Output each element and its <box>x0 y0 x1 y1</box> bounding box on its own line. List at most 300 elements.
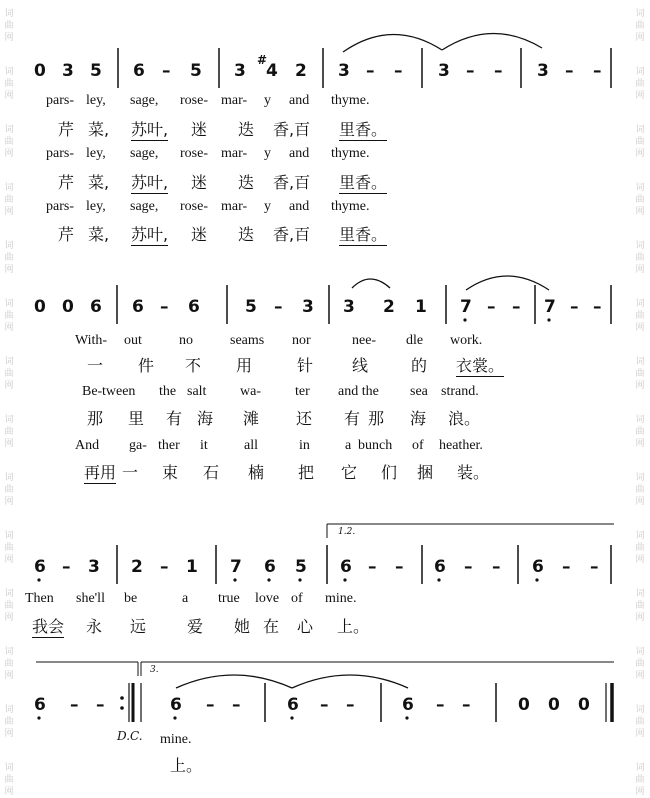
note: 0 <box>62 297 74 317</box>
dash: – <box>70 695 79 715</box>
watermark-glyph: 曲 <box>635 485 645 495</box>
lyric-en: work. <box>450 333 483 348</box>
watermark-glyph: 曲 <box>635 21 645 31</box>
watermark-glyph: 网 <box>635 497 645 507</box>
lyric-en: y <box>264 93 271 108</box>
note: 3 <box>62 61 74 81</box>
lower-octave-dot <box>535 578 538 581</box>
watermark-glyph: 词 <box>4 67 14 77</box>
dash: – <box>320 695 329 715</box>
lyric-en: be <box>124 591 138 606</box>
lyric-en: no <box>179 333 193 348</box>
dash: – <box>162 61 171 81</box>
lyric-zh: 菜, <box>88 173 110 192</box>
dash: – <box>590 557 599 577</box>
watermark-glyph: 曲 <box>635 601 645 611</box>
lyric-zh: 芹 <box>58 225 75 244</box>
lyric-zh: 里 <box>128 409 145 428</box>
lower-octave-dot <box>298 578 301 581</box>
lyric-zh: 不 <box>185 356 202 375</box>
lyric-zh: 迷 <box>191 173 208 192</box>
lyric-zh: 香,百 <box>273 120 311 139</box>
lyric-en: With- <box>75 333 108 348</box>
lyric-en: in <box>299 438 310 453</box>
lyric-en: nor <box>292 333 311 348</box>
watermark-glyph: 曲 <box>4 79 14 89</box>
dash: – <box>62 557 71 577</box>
lyric-zh: 石 <box>203 463 220 482</box>
watermark-glyph: 词 <box>4 241 14 251</box>
lyric-zh: 香,百 <box>273 173 311 192</box>
lyric-en: of <box>291 591 303 606</box>
watermark-glyph: 曲 <box>635 195 645 205</box>
lyric-en: thyme. <box>331 146 370 161</box>
lyric-zh: 爱 <box>187 617 204 636</box>
lyric-zh: 线 <box>352 356 369 375</box>
watermark-glyph: 网 <box>635 613 645 623</box>
lyric-en: tween <box>102 384 136 399</box>
lyric-zh: 海 <box>197 409 214 428</box>
dash: – <box>466 61 475 81</box>
lyric-zh: 浪。 <box>448 409 481 428</box>
note: 3 <box>302 297 314 317</box>
lower-octave-dot <box>267 578 270 581</box>
watermark-glyph: 曲 <box>635 369 645 379</box>
lyric-zh: 海 <box>410 409 427 428</box>
watermark-glyph: 网 <box>4 729 14 739</box>
dash: – <box>562 557 571 577</box>
slur-arc <box>352 279 390 288</box>
lyric-zh: 芹 <box>58 173 75 192</box>
lyric-en: of <box>412 438 424 453</box>
dash: – <box>160 557 169 577</box>
watermark-glyph: 词 <box>635 183 645 193</box>
lyric-zh: 们 <box>381 463 398 482</box>
dash: – <box>395 557 404 577</box>
da-capo-mark: D.C. <box>117 729 143 743</box>
watermark-glyph: 词 <box>4 473 14 483</box>
watermark-glyph: 网 <box>635 555 645 565</box>
note: 6 <box>340 557 352 577</box>
lyric-zh: 捆 <box>417 463 434 482</box>
watermark-glyph: 网 <box>635 33 645 43</box>
watermark-glyph: 词 <box>4 531 14 541</box>
lyric-zh: 我会 <box>32 614 64 638</box>
lyric-en: sage, <box>130 146 159 161</box>
watermark-glyph: 曲 <box>4 21 14 31</box>
lyric-zh: 迭 <box>238 120 255 139</box>
watermark-glyph: 网 <box>4 207 14 217</box>
note: 1 <box>186 557 198 577</box>
dash: – <box>492 557 501 577</box>
dash: – <box>160 297 169 317</box>
watermark-glyph: 词 <box>4 125 14 135</box>
watermark-glyph: 词 <box>635 763 645 773</box>
dash: – <box>464 557 473 577</box>
note: 3 <box>343 297 355 317</box>
lyric-en: a <box>182 591 189 606</box>
watermark-glyph: 词 <box>635 415 645 425</box>
tie-arc <box>343 34 442 52</box>
note: 0 <box>34 297 46 317</box>
lyric-en: and <box>289 146 310 161</box>
note: 7 <box>230 557 242 577</box>
lyric-zh: 上。 <box>337 617 370 636</box>
watermark-glyph: 曲 <box>4 195 14 205</box>
note: 0 <box>518 695 530 715</box>
watermark-glyph: 曲 <box>635 137 645 147</box>
lyric-zh: 迭 <box>238 225 255 244</box>
lyric-zh: 永 <box>86 617 103 636</box>
lyric-zh: 里香。 <box>339 170 387 194</box>
lyric-en: and the <box>338 384 379 399</box>
lyric-en: rose- <box>180 146 208 161</box>
lyric-zh: 有 <box>344 409 361 428</box>
repeat-dot <box>120 706 124 710</box>
watermark-glyph: 曲 <box>4 253 14 263</box>
watermark-glyph: 词 <box>635 357 645 367</box>
lyric-en: out <box>124 333 142 348</box>
lyric-zh: 里香。 <box>339 222 387 246</box>
note: 3 <box>338 61 350 81</box>
watermark-glyph: 网 <box>4 439 14 449</box>
lower-octave-dot <box>233 578 236 581</box>
lyric-zh: 苏叶, <box>131 170 168 194</box>
lyric-zh: 束 <box>162 463 179 482</box>
lyric-en: the <box>159 384 177 399</box>
note: 6 <box>90 297 102 317</box>
note: 6 <box>188 297 200 317</box>
dash: – <box>593 61 602 81</box>
lyric-zh: 有 <box>166 409 183 428</box>
system-2-notation <box>34 276 611 324</box>
note: 6 <box>133 61 145 81</box>
dash: – <box>512 297 521 317</box>
lyric-en: pars- <box>46 93 74 108</box>
watermark-glyph: 词 <box>4 763 14 773</box>
watermark-glyph: 词 <box>4 415 14 425</box>
lyric-en: sage, <box>130 93 159 108</box>
lyric-zh: 苏叶, <box>131 222 168 246</box>
lyric-zh: 迷 <box>191 120 208 139</box>
watermark-glyph: 曲 <box>4 543 14 553</box>
lower-octave-dot <box>463 318 466 321</box>
dash: – <box>487 297 496 317</box>
lyric-zh: 远 <box>130 617 147 636</box>
lyric-en: rose- <box>180 93 208 108</box>
lyric-en: dle <box>406 333 424 348</box>
lyric-en: seams <box>230 333 265 348</box>
lyric-zh: 迭 <box>238 173 255 192</box>
lyric-zh: 一 <box>87 356 104 375</box>
lyric-en: heather. <box>439 438 483 453</box>
note: 2 <box>131 557 143 577</box>
lyric-en: mar- <box>221 146 248 161</box>
watermark-glyph: 曲 <box>4 427 14 437</box>
lower-octave-dot <box>405 716 408 719</box>
lower-octave-dot <box>37 716 40 719</box>
note: 6 <box>170 695 182 715</box>
lyric-zh: 心 <box>297 617 314 636</box>
lyric-en: y <box>264 199 271 214</box>
note: 7 <box>544 297 556 317</box>
lower-octave-dot <box>437 578 440 581</box>
watermark-glyph: 词 <box>4 705 14 715</box>
note: 5 <box>295 557 307 577</box>
lower-octave-dot <box>173 716 176 719</box>
watermark-glyph: 曲 <box>4 311 14 321</box>
watermark-glyph: 曲 <box>635 775 645 785</box>
note: 6 <box>264 557 276 577</box>
lyric-zh: 里香。 <box>339 117 387 141</box>
watermark-glyph: 网 <box>4 91 14 101</box>
watermark-glyph: 曲 <box>635 659 645 669</box>
dash: – <box>346 695 355 715</box>
lyric-en: sage, <box>130 199 159 214</box>
watermark-glyph: 网 <box>4 555 14 565</box>
note: 6 <box>34 695 46 715</box>
lyric-zh: 一 <box>122 463 139 482</box>
dash: – <box>436 695 445 715</box>
watermark-glyph: 网 <box>635 149 645 159</box>
lyric-zh: 再用 <box>84 460 116 484</box>
dash: – <box>565 61 574 81</box>
watermark-glyph: 词 <box>635 241 645 251</box>
note: 2 <box>295 61 307 81</box>
lyric-en: true <box>218 591 240 606</box>
lyric-en: mar- <box>221 93 248 108</box>
watermark-glyph: 词 <box>635 647 645 657</box>
note: 3 <box>234 61 246 81</box>
lyric-zh: 装。 <box>457 463 490 482</box>
watermark-glyph: 网 <box>635 439 645 449</box>
note: 7 <box>460 297 472 317</box>
lyric-zh: 的 <box>411 356 428 375</box>
watermark-glyph: 曲 <box>4 137 14 147</box>
lower-octave-dot <box>290 716 293 719</box>
tie-arc <box>292 675 408 688</box>
lyric-en: pars- <box>46 199 74 214</box>
watermark-glyph: 词 <box>4 183 14 193</box>
note: 6 <box>287 695 299 715</box>
lyric-zh: 菜, <box>88 120 110 139</box>
watermark-glyph: 网 <box>4 613 14 623</box>
dash: – <box>570 297 579 317</box>
lyric-en: thyme. <box>331 93 370 108</box>
volta-label: 3. <box>150 665 159 675</box>
watermark-glyph: 网 <box>635 729 645 739</box>
watermark-glyph: 网 <box>4 323 14 333</box>
watermark-glyph: 词 <box>635 473 645 483</box>
note: 3 <box>438 61 450 81</box>
lyric-zh: 针 <box>297 356 314 375</box>
system-4-notation <box>34 662 614 743</box>
watermark-glyph: 网 <box>635 265 645 275</box>
watermark-glyph: 词 <box>4 357 14 367</box>
system-1-notation <box>34 33 611 88</box>
watermark-glyph: 曲 <box>4 775 14 785</box>
lyric-en: ther <box>158 438 180 453</box>
watermark-glyph: 词 <box>4 9 14 19</box>
note: 6 <box>132 297 144 317</box>
note: 5 <box>90 61 102 81</box>
note: 1 <box>415 297 427 317</box>
note: 2 <box>383 297 395 317</box>
watermark-glyph: 词 <box>635 705 645 715</box>
lyric-zh: 楠 <box>248 463 265 482</box>
lyric-zh: 那 <box>87 409 104 428</box>
watermark-glyph: 网 <box>635 91 645 101</box>
lyric-en: strand. <box>441 384 479 399</box>
tie-arc <box>466 276 549 290</box>
note: 6 <box>532 557 544 577</box>
watermark-glyph: 词 <box>635 9 645 19</box>
lyric-zh: 衣裳。 <box>456 353 504 377</box>
dash: – <box>274 297 283 317</box>
lyric-en: a <box>345 438 352 453</box>
volta-label: 1.2. <box>338 527 356 537</box>
lyric-zh: 它 <box>341 463 358 482</box>
note: 6 <box>402 695 414 715</box>
lyric-en: wa- <box>240 384 261 399</box>
watermark-glyph: 曲 <box>4 717 14 727</box>
watermark-glyph: 曲 <box>635 427 645 437</box>
lyric-en: pars- <box>46 146 74 161</box>
lyric-en: all <box>244 438 258 453</box>
watermark-glyph: 网 <box>4 671 14 681</box>
dash: – <box>368 557 377 577</box>
dash: – <box>366 61 375 81</box>
dash: – <box>494 61 503 81</box>
lyric-en: ley, <box>86 146 106 161</box>
lyric-en: she'll <box>76 591 105 606</box>
watermark-glyph: 词 <box>635 589 645 599</box>
watermark-glyph: 网 <box>635 323 645 333</box>
dash: – <box>394 61 403 81</box>
watermark-glyph: 词 <box>635 125 645 135</box>
lyric-en: it <box>200 438 208 453</box>
system-3-notation <box>34 524 614 584</box>
lyric-zh: 用 <box>236 356 253 375</box>
watermark-glyph: 曲 <box>4 601 14 611</box>
watermark-glyph: 词 <box>635 67 645 77</box>
note: 3 <box>88 557 100 577</box>
lyric-zh: 件 <box>138 356 155 375</box>
lyric-en: And <box>75 438 100 453</box>
watermark-glyph: 词 <box>4 299 14 309</box>
repeat-dot <box>120 696 124 700</box>
watermark-glyph: 网 <box>4 381 14 391</box>
lyric-en: ga- <box>129 438 147 453</box>
watermark-glyph: 网 <box>635 787 645 797</box>
lyric-en: thyme. <box>331 199 370 214</box>
lyric-zh: 她 <box>234 617 251 636</box>
lyric-zh: 上。 <box>170 756 203 775</box>
watermark-glyph: 词 <box>635 531 645 541</box>
lyric-zh: 迷 <box>191 225 208 244</box>
lyric-en: mine. <box>325 591 357 606</box>
dash: – <box>593 297 602 317</box>
watermark-glyph: 网 <box>635 381 645 391</box>
watermark-glyph: 网 <box>635 207 645 217</box>
sharp-sign: # <box>257 53 268 67</box>
lyric-zh: 把 <box>298 463 315 482</box>
watermark-glyph: 网 <box>635 671 645 681</box>
lyric-en: nee- <box>352 333 377 348</box>
lyric-en: rose- <box>180 199 208 214</box>
watermark-glyph: 曲 <box>635 543 645 553</box>
lower-octave-dot <box>37 578 40 581</box>
tie-arc <box>176 675 292 688</box>
lyric-en: ter <box>295 384 310 399</box>
note: 6 <box>434 557 446 577</box>
lyric-en: mine. <box>160 732 192 747</box>
lower-octave-dot <box>547 318 550 321</box>
watermark-glyph: 曲 <box>635 717 645 727</box>
dash: – <box>462 695 471 715</box>
watermark-glyph: 网 <box>4 149 14 159</box>
watermark-glyph: 词 <box>4 647 14 657</box>
lyric-en: and <box>289 199 310 214</box>
watermark-glyph: 曲 <box>4 659 14 669</box>
lyric-en: ley, <box>86 199 106 214</box>
tie-arc <box>442 33 542 50</box>
lyric-en: sea <box>410 384 428 399</box>
watermark-glyph: 曲 <box>4 369 14 379</box>
lyric-en: Be- <box>82 384 103 399</box>
watermark-glyph: 曲 <box>635 253 645 263</box>
lyric-zh: 滩 <box>243 409 260 428</box>
watermark-glyph: 网 <box>4 787 14 797</box>
lyric-zh: 那 <box>368 409 385 428</box>
lyric-zh: 苏叶, <box>131 117 168 141</box>
lyric-en: salt <box>187 384 207 399</box>
lyric-en: and <box>289 93 310 108</box>
note: 0 <box>578 695 590 715</box>
note: 5 <box>190 61 202 81</box>
lyric-en: love <box>255 591 280 606</box>
lyric-zh: 还 <box>296 409 313 428</box>
lyric-en: bunch <box>358 438 393 453</box>
note: 4 <box>266 61 278 81</box>
dash: – <box>206 695 215 715</box>
note: 3 <box>537 61 549 81</box>
lyric-en: mar- <box>221 199 248 214</box>
watermark-glyph: 曲 <box>4 485 14 495</box>
watermark-glyph: 网 <box>4 265 14 275</box>
watermark-glyph: 网 <box>4 497 14 507</box>
lyric-zh: 在 <box>263 617 280 636</box>
note: 6 <box>34 557 46 577</box>
lyric-zh: 香,百 <box>273 225 311 244</box>
dash: – <box>232 695 241 715</box>
note: 0 <box>34 61 46 81</box>
watermark-glyph: 词 <box>635 299 645 309</box>
lyric-en: Then <box>25 591 54 606</box>
watermark-glyph: 词 <box>4 589 14 599</box>
watermark-glyph: 曲 <box>635 79 645 89</box>
lyric-zh: 菜, <box>88 225 110 244</box>
note: 5 <box>245 297 257 317</box>
watermark-glyph: 曲 <box>635 311 645 321</box>
dash: – <box>96 695 105 715</box>
watermark-glyph: 网 <box>4 33 14 43</box>
lower-octave-dot <box>343 578 346 581</box>
lyric-en: y <box>264 146 271 161</box>
lyric-zh: 芹 <box>58 120 75 139</box>
lyric-en: ley, <box>86 93 106 108</box>
note: 0 <box>548 695 560 715</box>
